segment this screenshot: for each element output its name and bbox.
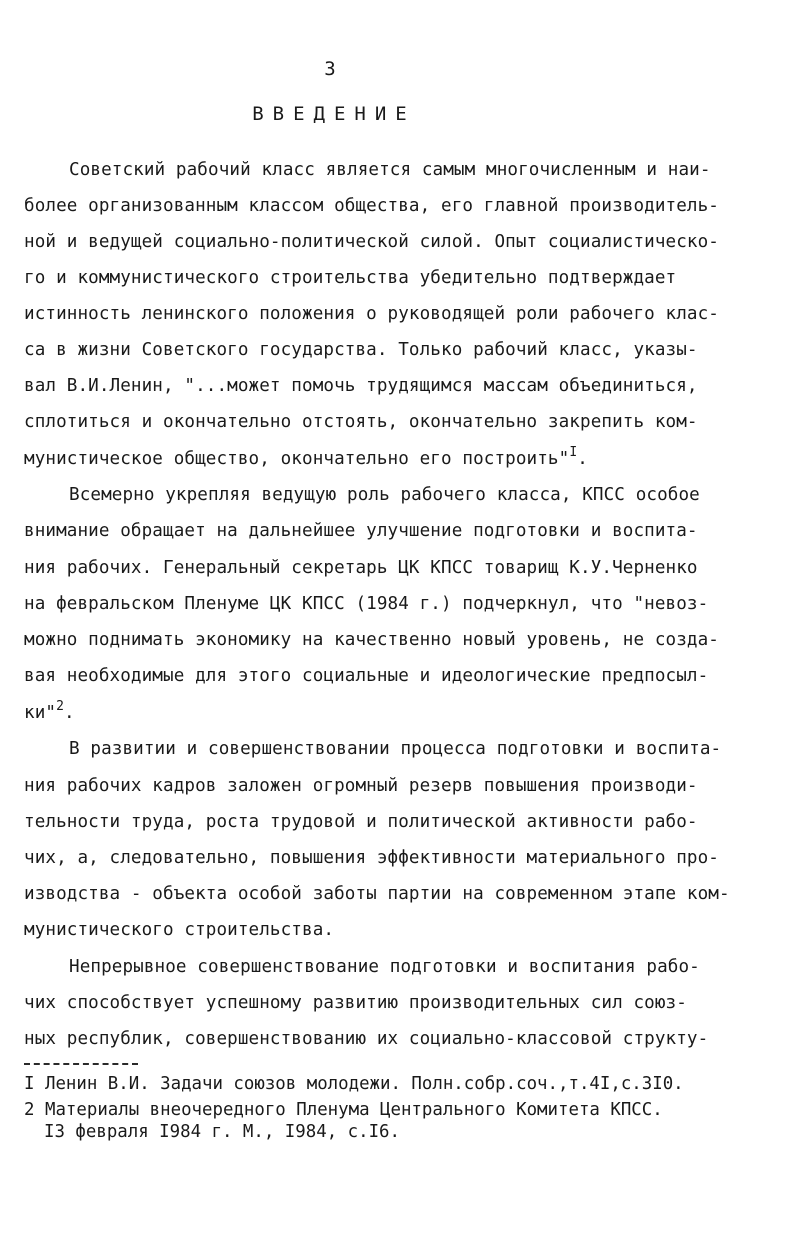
- text-line: са в жизни Советского государства. Только рабочий класс, указы-: [24, 340, 698, 360]
- text-line: Всемерно укрепляя ведущую роль рабочего класса, КПСС особое: [69, 485, 700, 505]
- text-line: [24, 445, 764, 472]
- text-segment: мунистическое общество, окончательно его построить": [24, 449, 570, 469]
- text-line: В развитии и совершенствовании процесса подготовки и воспита-: [69, 739, 722, 759]
- text-line: Советский рабочий класс является самым многочисленным и наи-: [69, 160, 711, 180]
- footnote: [24, 1099, 663, 1121]
- text-line: ния рабочих кадров заложен огромный резерв повышения производи-: [24, 776, 698, 796]
- text-line: Непрерывное совершенствование подготовки и воспитания рабо-: [69, 957, 700, 977]
- text-line: вал В.И.Ленин, "...может помочь трудящимся массам объединиться,: [24, 376, 698, 396]
- text-line: мунистического строительства.: [24, 920, 335, 940]
- footnote-number: I: [24, 1074, 35, 1094]
- text-line: ных республик, совершенствованию их социально-классовой структу-: [24, 1029, 709, 1049]
- page-title: ВВЕДЕНИЕ: [252, 103, 416, 125]
- footnote-continuation: I3 февраля I984 г. М., I984, с.I6.: [44, 1122, 400, 1142]
- footnote-marker: 2: [56, 699, 65, 714]
- text-segment: ки": [24, 703, 57, 723]
- text-line: на февральском Пленуме ЦК КПСС (1984 г.) подчеркнул, что "невоз-: [24, 594, 709, 614]
- text-line: истинность ленинского положения о руководящей роли рабочего клас-: [24, 304, 720, 324]
- text-line: ной и ведущей социально-политической силой. Опыт социалистическо-: [24, 232, 720, 252]
- footnote-divider: [24, 1063, 138, 1065]
- text-line: внимание обращает на дальнейшее улучшение подготовки и воспита-: [24, 521, 698, 541]
- text-segment: .: [577, 449, 588, 469]
- footnote-number: 2: [24, 1100, 35, 1120]
- text-line: го и коммунистического строительства убедительно подтверждает: [24, 268, 677, 288]
- text-line: тельности труда, роста трудовой и политической активности рабо-: [24, 812, 698, 832]
- footnote-marker: I: [569, 445, 578, 460]
- text-line: изводства - объекта особой заботы партии на современном этапе ком-: [24, 884, 730, 904]
- text-line: можно поднимать экономику на качественно новый уровень, не созда-: [24, 630, 720, 650]
- text-line: вая необходимые для этого социальные и идеологические предпосыл-: [24, 666, 709, 686]
- text-line: чих способствует успешному развитию производительных сил союз-: [24, 993, 687, 1013]
- text-line: чих, а, следовательно, повышения эффективности материального про-: [24, 848, 720, 868]
- text-line: ния рабочих. Генеральный секретарь ЦК КПСС товарищ К.У.Черненко: [24, 558, 698, 578]
- text-segment: .: [64, 703, 75, 723]
- text-line: более организованным классом общества, его главной производитель-: [24, 196, 720, 216]
- footnote-text: Материалы внеочередного Пленума Центрального Комитета КПСС.: [44, 1100, 663, 1120]
- footnote: [24, 1073, 684, 1095]
- footnote-text: Ленин В.И. Задачи союзов молодежи. Полн.собр.соч.,т.4I,с.3I0.: [44, 1074, 684, 1094]
- text-line: [24, 699, 764, 726]
- page-number: 3: [324, 58, 336, 80]
- text-line: сплотиться и окончательно отстоять, окончательно закрепить ком-: [24, 412, 698, 432]
